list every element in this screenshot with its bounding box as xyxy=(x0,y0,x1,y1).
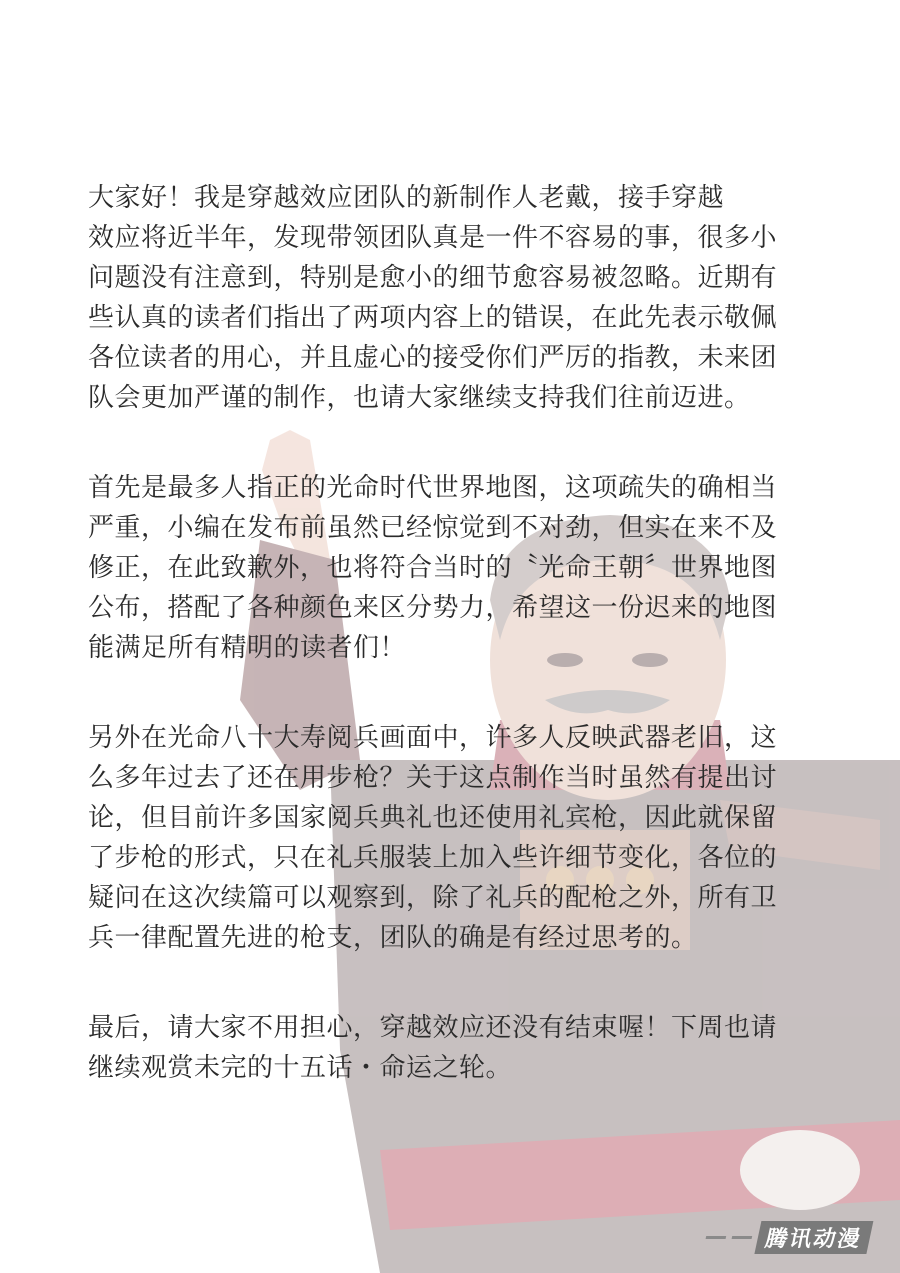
text-line: 公布，搭配了各种颜色来区分势力，希望这一份迟来的地图 xyxy=(88,593,778,623)
text-line: 最后，请大家不用担心，穿越效应还没有结束喔！下周也请 xyxy=(88,1013,778,1043)
text-line: 大家好！我是穿越效应团队的新制作人老戴，接手穿越 xyxy=(88,183,725,213)
glove xyxy=(740,1130,860,1210)
author-note xyxy=(88,178,808,1138)
watermark-text: 腾讯动漫 xyxy=(754,1221,873,1254)
text-line: 疑问在这次续篇可以观察到，除了礼兵的配枪之外，所有卫 xyxy=(88,883,778,913)
text-line: 修正，在此致歉外，也将符合当时的〝光命王朝〞世界地图 xyxy=(88,553,778,583)
text-line: 首先是最多人指正的光命时代世界地图，这项疏失的确相当 xyxy=(88,473,778,503)
paragraph xyxy=(88,468,808,668)
text-line: 能满足所有精明的读者们！ xyxy=(88,633,407,663)
text-line: 些认真的读者们指出了两项内容上的错误，在此先表示敬佩 xyxy=(88,303,778,333)
text-line: 么多年过去了还在用步枪？关于这点制作当时虽然有提出讨 xyxy=(88,763,778,793)
watermark-stripe xyxy=(732,1236,753,1239)
watermark-stripe xyxy=(706,1236,727,1239)
paragraph xyxy=(88,178,808,418)
text-line: 严重，小编在发布前虽然已经惊觉到不对劲，但实在来不及 xyxy=(88,513,778,543)
text-line: 另外在光命八十大寿阅兵画面中，许多人反映武器老旧，这 xyxy=(88,723,778,753)
text-line: 问题没有注意到，特别是愈小的细节愈容易被忽略。近期有 xyxy=(88,263,778,293)
paragraph xyxy=(88,1008,808,1088)
text-line: 了步枪的形式，只在礼兵服装上加入些许细节变化，各位的 xyxy=(88,843,778,873)
text-line: 各位读者的用心，并且虚心的接受你们严厉的指教，未来团 xyxy=(88,343,778,373)
text-line: 继续观赏未完的十五话・命运之轮。 xyxy=(88,1053,513,1083)
text-line: 兵一律配置先进的枪支，团队的确是有经过思考的。 xyxy=(88,923,698,953)
text-line: 队会更加严谨的制作，也请大家继续支持我们往前迈进。 xyxy=(88,383,751,413)
text-line: 论，但目前许多国家阅兵典礼也还使用礼宾枪，因此就保留 xyxy=(88,803,778,833)
paragraph xyxy=(88,718,808,958)
text-line: 效应将近半年，发现带领团队真是一件不容易的事，很多小 xyxy=(88,223,778,253)
watermark-logo xyxy=(703,1223,873,1251)
